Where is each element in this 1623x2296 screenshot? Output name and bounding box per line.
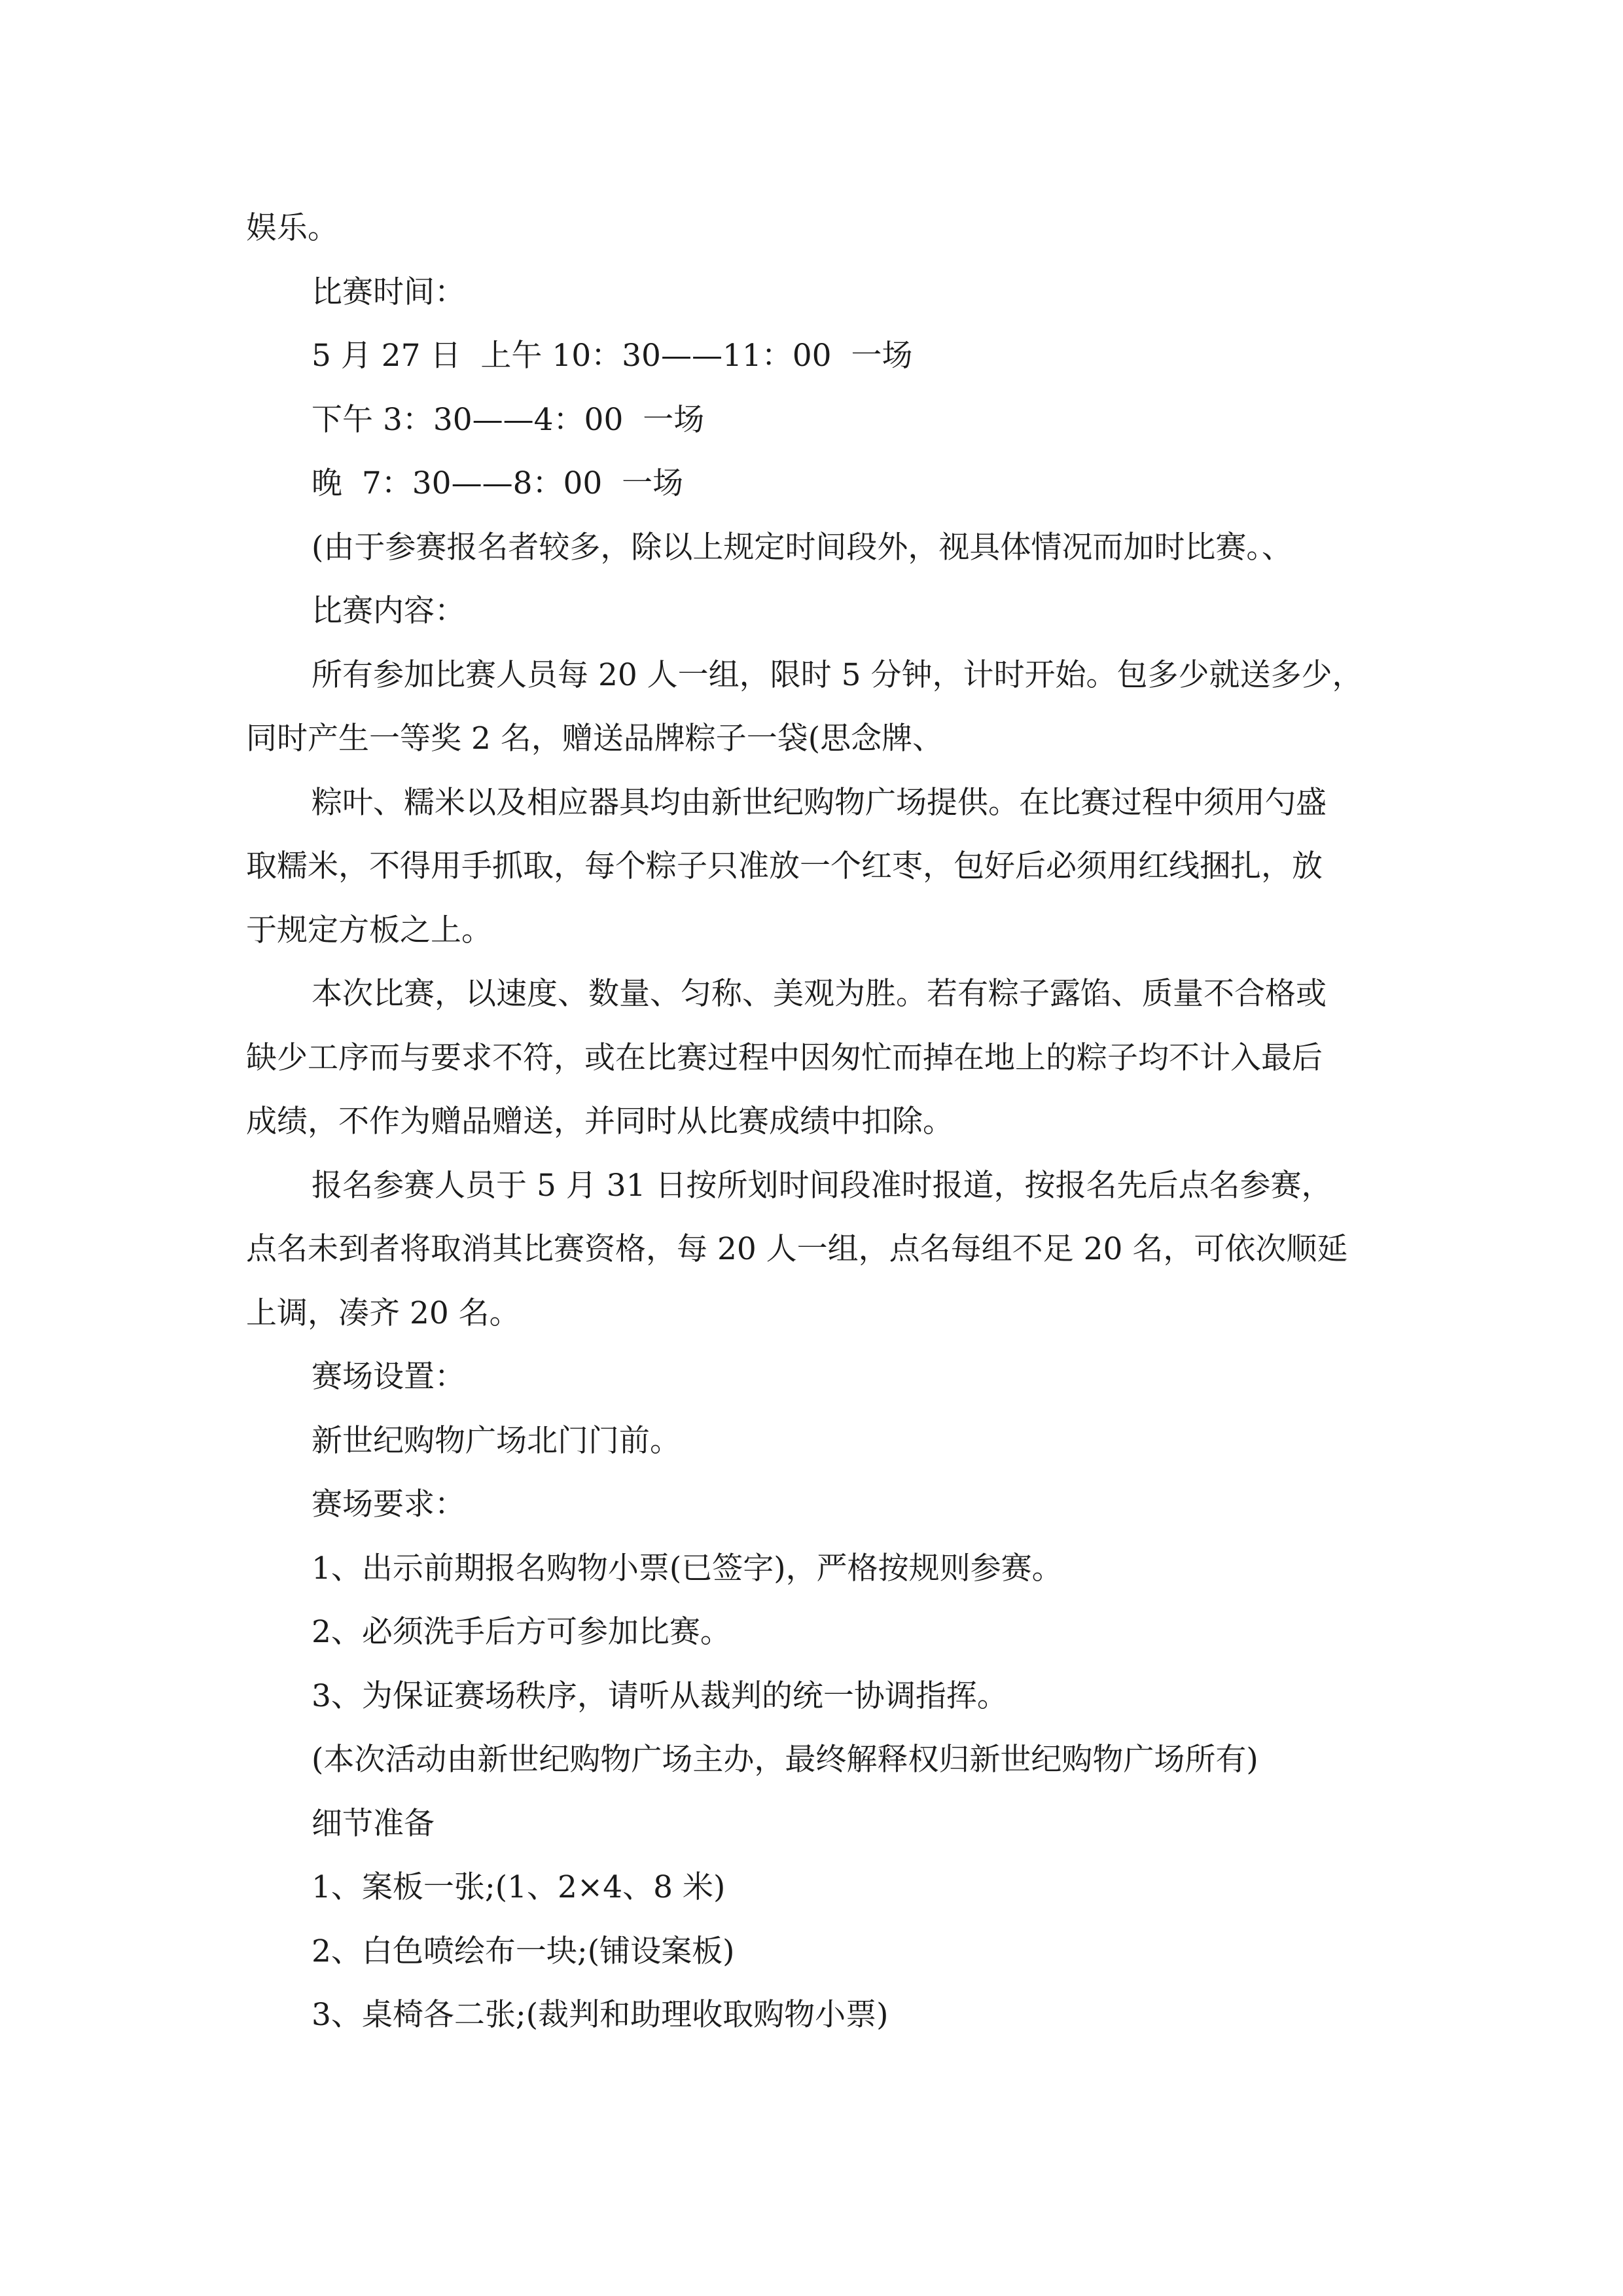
text-line: 成绩，不作为赠品赠送，并同时从比赛成绩中扣除。 bbox=[246, 1103, 954, 1139]
text-line: 下午 3：30——4：00 一场 bbox=[312, 401, 705, 438]
document-body bbox=[246, 196, 1378, 2047]
text-line: 新世纪购物广场北门门前。 bbox=[312, 1422, 681, 1459]
text-line: 3、桌椅各二张;(裁判和助理收取购物小票) bbox=[312, 1997, 889, 2033]
text-line: (本次活动由新世纪购物广场主办，最终解释权归新世纪购物广场所有) bbox=[312, 1742, 1258, 1778]
text-line: 点名未到者将取消其比赛资格，每 20 人一组，点名每组不足 20 名，可依次顺延 bbox=[246, 1231, 1348, 1267]
text-line: 比赛时间： bbox=[312, 274, 465, 310]
text-line: 1、案板一张;(1、2×4、8 米) bbox=[312, 1869, 726, 1905]
text-line: 粽叶、糯米以及相应器具均由新世纪购物广场提供。在比赛过程中须用勺盛 bbox=[312, 784, 1327, 821]
text-line: 于规定方板之上。 bbox=[246, 912, 492, 948]
text-line: 缺少工序而与要求不符，或在比赛过程中因匆忙而掉在地上的粽子均不计入最后 bbox=[246, 1039, 1323, 1076]
text-line: 比赛内容： bbox=[312, 593, 465, 629]
text-line: 同时产生一等奖 2 名，赠送品牌粽子一袋(思念牌、 bbox=[246, 721, 944, 757]
text-line: 上调，凑齐 20 名。 bbox=[246, 1295, 520, 1331]
text-line: 取糯米，不得用手抓取，每个粽子只准放一个红枣，包好后必须用红线捆扎，放 bbox=[246, 848, 1323, 884]
text-line: (由于参赛报名者较多，除以上规定时间段外，视具体情况而加时比赛。、 bbox=[312, 529, 1293, 565]
text-line: 本次比赛，以速度、数量、匀称、美观为胜。若有粽子露馅、质量不合格或 bbox=[312, 976, 1327, 1012]
text-line: 2、必须洗手后方可参加比赛。 bbox=[312, 1614, 731, 1650]
text-line: 3、为保证赛场秩序，请听从裁判的统一协调指挥。 bbox=[312, 1677, 1008, 1714]
text-line: 娱乐。 bbox=[246, 210, 338, 246]
text-line: 2、白色喷绘布一块;(铺设案板) bbox=[312, 1933, 735, 1969]
text-line: 1、出示前期报名购物小票(已签字)，严格按规则参赛。 bbox=[312, 1550, 1063, 1587]
text-line: 5 月 27 日 上午 10：30——11：00 一场 bbox=[312, 338, 913, 374]
text-line: 细节准备 bbox=[312, 1805, 435, 1842]
text-line: 晚 7：30——8：00 一场 bbox=[312, 465, 684, 501]
text-line: 所有参加比赛人员每 20 人一组，限时 5 分钟，计时开始。包多少就送多少， bbox=[312, 656, 1363, 693]
text-line: 赛场要求： bbox=[312, 1486, 465, 1522]
text-line: 赛场设置： bbox=[312, 1359, 465, 1395]
text-line: 报名参赛人员于 5 月 31 日按所划时间段准时报道，按报名先后点名参赛， bbox=[312, 1167, 1332, 1204]
